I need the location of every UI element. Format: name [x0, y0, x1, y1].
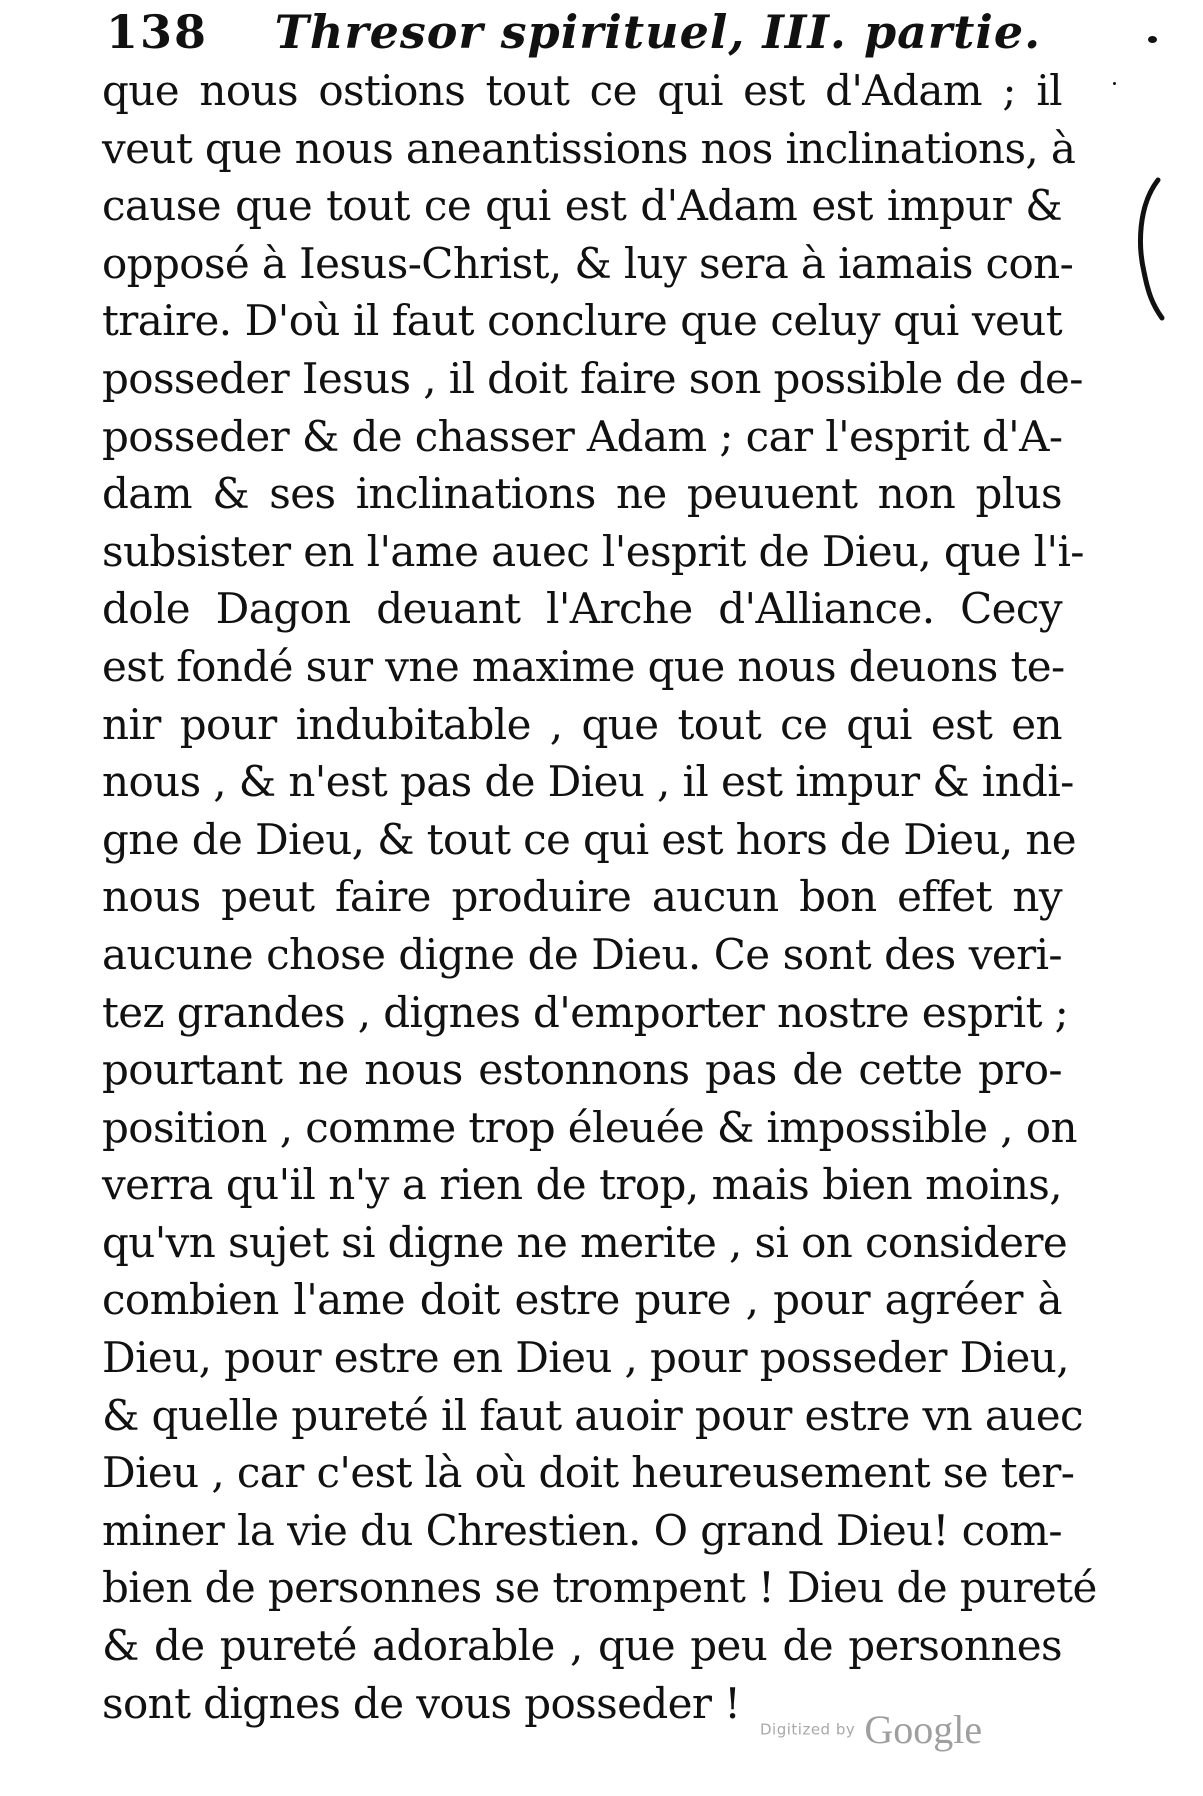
text-line: aucune chose digne de Dieu. Ce sont des veri- [102, 929, 1062, 979]
text-line: verra qu'il n'y a rien de trop, mais bien moins, [102, 1160, 1062, 1210]
text-line: pourtant ne nous estonnons pas de cette pro- [102, 1045, 1062, 1095]
text-line: miner la vie du Chrestien. O grand Dieu! com- [102, 1505, 1062, 1555]
text-line: veut que nous aneantissions nos inclinations, à [102, 123, 1076, 173]
text-line: posseder & de chasser Adam ; car l'esprit d'A- [102, 411, 1063, 461]
text-line: traire. D'où il faut conclure que celuy qui veut [102, 296, 1062, 346]
text-line: nous peut faire produire aucun bon effet ny [102, 872, 1062, 922]
text-line: qu'vn sujet si digne ne merite , si on considere [102, 1217, 1068, 1267]
text-line: dam & ses inclinations ne peuuent non plus [102, 469, 1062, 519]
text-line: gne de Dieu, & tout ce qui est hors de Dieu, ne [102, 814, 1077, 864]
margin-ink-speck [1113, 82, 1116, 85]
text-line: cause que tout ce qui est d'Adam est impur & [102, 181, 1062, 231]
text-line: & de pureté adorable , que peu de personnes [102, 1621, 1062, 1671]
digitized-label: Digitized by [760, 1720, 856, 1739]
text-line: bien de personnes se trompent ! Dieu de pureté [102, 1563, 1097, 1613]
running-title: Thresor spirituel, III. partie. [274, 5, 1042, 59]
text-line-last: sont dignes de vous posseder ! [102, 1678, 741, 1728]
text-line: posseder Iesus , il doit faire son possible de de- [102, 353, 1083, 403]
margin-bracket-mark [1132, 176, 1172, 326]
page-number: 138 [106, 5, 209, 59]
text-line: nous , & n'est pas de Dieu , il est impur & indi- [102, 757, 1074, 807]
text-line: Dieu, pour estre en Dieu , pour posseder Dieu, [102, 1333, 1069, 1383]
text-line: Dieu , car c'est là où doit heureusement se ter- [102, 1448, 1075, 1498]
text-line: subsister en l'ame auec l'esprit de Dieu, que l'i- [102, 526, 1084, 576]
text-line: nir pour indubitable , que tout ce qui est en [102, 699, 1062, 749]
text-line: tez grandes , dignes d'emporter nostre esprit ; [102, 987, 1069, 1037]
text-line: est fondé sur vne maxime que nous deuons te- [102, 641, 1065, 691]
text-line: que nous ostions tout ce qui est d'Adam ; il [102, 66, 1062, 115]
text-line: position , comme trop éleuée & impossible , on [102, 1102, 1077, 1152]
text-line: & quelle pureté il faut auoir pour estre vn auec [102, 1390, 1083, 1440]
margin-ink-dot [1148, 36, 1157, 43]
google-logo: Google [864, 1707, 983, 1752]
text-line: opposé à Iesus-Christ, & luy sera à iamais con- [102, 238, 1074, 288]
text-line: combien l'ame doit estre pure , pour agréer à [102, 1275, 1062, 1325]
running-head [106, 2, 1066, 62]
digitized-by-google-watermark [760, 1706, 982, 1756]
text-line: dole Dagon deuant l'Arche d'Alliance. Cecy [102, 584, 1062, 634]
body-text [102, 62, 1097, 1732]
